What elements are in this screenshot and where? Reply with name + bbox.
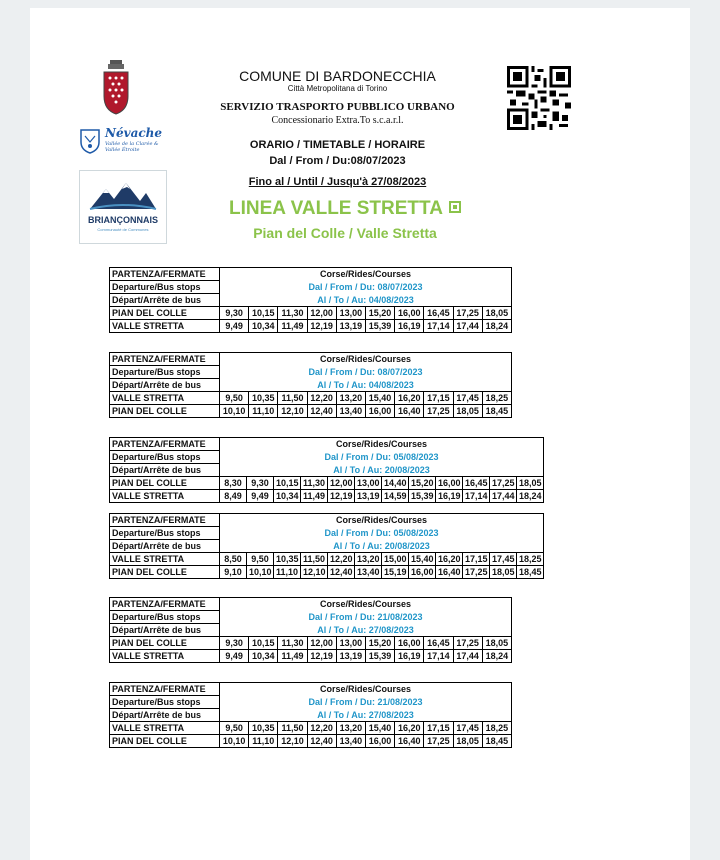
stop-header-label: PARTENZA/FERMATE bbox=[110, 683, 220, 696]
stop-name: PIAN DEL COLLE bbox=[110, 405, 220, 418]
departure-time: 12,00 bbox=[328, 477, 355, 490]
stop-header-label: PARTENZA/FERMATE bbox=[110, 438, 220, 451]
table-row bbox=[110, 650, 512, 663]
departure-time: 17,25 bbox=[463, 566, 490, 579]
stop-name: VALLE STRETTA bbox=[110, 392, 220, 405]
departure-time: 11,10 bbox=[249, 735, 278, 748]
table-header-row bbox=[110, 709, 512, 722]
stop-name: VALLE STRETTA bbox=[110, 553, 220, 566]
valid-from: Dal / From / Du:08/07/2023 bbox=[269, 155, 406, 167]
departure-time: 11,30 bbox=[301, 477, 328, 490]
departure-time: 17,45 bbox=[490, 553, 517, 566]
departure-time: 13,20 bbox=[355, 553, 382, 566]
date-from: Dal / From / Du: 21/08/2023 bbox=[220, 696, 512, 709]
timetable bbox=[109, 267, 512, 333]
concessionario-text: Concessionario Extra.To s.c.a.r.l. bbox=[271, 115, 404, 126]
departure-time: 12,40 bbox=[328, 566, 355, 579]
departure-time: 9,30 bbox=[247, 477, 274, 490]
table-header-row bbox=[110, 281, 512, 294]
stop-header-label: Départ/Arrête de bus bbox=[110, 540, 220, 553]
timetable bbox=[109, 682, 512, 748]
rides-header: Corse/Rides/Courses bbox=[220, 438, 544, 451]
table-header-row bbox=[110, 540, 544, 553]
departure-time: 10,35 bbox=[274, 553, 301, 566]
departure-time: 12,10 bbox=[301, 566, 328, 579]
departure-time: 12,19 bbox=[328, 490, 355, 503]
departure-time: 16,20 bbox=[395, 722, 424, 735]
date-from: Dal / From / Du: 08/07/2023 bbox=[220, 366, 512, 379]
line-title bbox=[170, 198, 520, 220]
departure-time: 12,20 bbox=[307, 722, 336, 735]
departure-time: 11,49 bbox=[301, 490, 328, 503]
brianconnais-tagline: Communauté de Communes bbox=[97, 227, 149, 232]
stop-header-label: PARTENZA/FERMATE bbox=[110, 353, 220, 366]
rides-header: Corse/Rides/Courses bbox=[220, 683, 512, 696]
table-row bbox=[110, 490, 544, 503]
departure-time: 13,00 bbox=[336, 307, 365, 320]
departure-time: 16,40 bbox=[395, 735, 424, 748]
nevache-wordmark: Névache bbox=[105, 126, 163, 140]
departure-time: 18,05 bbox=[453, 405, 482, 418]
date-from: Dal / From / Du: 21/08/2023 bbox=[220, 611, 512, 624]
departure-time: 12,19 bbox=[307, 650, 336, 663]
departure-time: 13,00 bbox=[336, 637, 365, 650]
departure-time: 17,15 bbox=[463, 553, 490, 566]
date-to: Al / To / Au: 20/08/2023 bbox=[220, 464, 544, 477]
table-header-row bbox=[110, 598, 512, 611]
comune-title: COMUNE DI BARDONECCHIA bbox=[239, 68, 436, 84]
departure-time: 13,20 bbox=[336, 722, 365, 735]
departure-time: 18,05 bbox=[517, 477, 544, 490]
departure-time: 18,45 bbox=[517, 566, 544, 579]
table-header-row bbox=[110, 527, 544, 540]
timetable bbox=[109, 437, 544, 503]
stop-header-label: Departure/Bus stops bbox=[110, 696, 220, 709]
departure-time: 16,19 bbox=[395, 320, 424, 333]
departure-time: 16,00 bbox=[395, 307, 424, 320]
departure-time: 9,10 bbox=[220, 566, 247, 579]
departure-time: 16,40 bbox=[436, 566, 463, 579]
departure-time: 18,25 bbox=[517, 553, 544, 566]
departure-time: 15,40 bbox=[365, 722, 394, 735]
departure-time: 15,00 bbox=[382, 553, 409, 566]
departure-time: 9,50 bbox=[247, 553, 274, 566]
table-header-row bbox=[110, 611, 512, 624]
departure-time: 17,25 bbox=[490, 477, 517, 490]
date-to: Al / To / Au: 20/08/2023 bbox=[220, 540, 544, 553]
departure-time: 16,45 bbox=[424, 637, 453, 650]
departure-time: 18,25 bbox=[482, 722, 511, 735]
rides-header: Corse/Rides/Courses bbox=[220, 268, 512, 281]
departure-time: 10,15 bbox=[249, 307, 278, 320]
departure-time: 9,49 bbox=[220, 650, 249, 663]
table-header-row bbox=[110, 683, 512, 696]
departure-time: 16,20 bbox=[436, 553, 463, 566]
departure-time: 15,20 bbox=[365, 307, 394, 320]
departure-time: 11,30 bbox=[278, 307, 307, 320]
servizio-title: SERVIZIO TRASPORTO PUBBLICO URBANO bbox=[220, 101, 455, 113]
table-header-row bbox=[110, 268, 512, 281]
rides-header: Corse/Rides/Courses bbox=[220, 353, 512, 366]
departure-time: 15,20 bbox=[365, 637, 394, 650]
departure-time: 11,49 bbox=[278, 650, 307, 663]
departure-time: 11,50 bbox=[301, 553, 328, 566]
stop-header-label: Departure/Bus stops bbox=[110, 281, 220, 294]
date-to: Al / To / Au: 27/08/2023 bbox=[220, 709, 512, 722]
departure-time: 9,50 bbox=[220, 392, 249, 405]
valid-until: Fino al / Until / Jusqu'à 27/08/2023 bbox=[248, 176, 427, 188]
departure-time: 10,15 bbox=[249, 637, 278, 650]
table-header-row bbox=[110, 353, 512, 366]
table-header-row bbox=[110, 366, 512, 379]
citta-subtitle: Città Metropolitana di Torino bbox=[287, 84, 388, 93]
table-header-row bbox=[110, 464, 544, 477]
departure-time: 16,00 bbox=[409, 566, 436, 579]
departure-time: 10,34 bbox=[249, 650, 278, 663]
table-row bbox=[110, 722, 512, 735]
departure-time: 13,20 bbox=[336, 392, 365, 405]
stop-header-label: Départ/Arrête de bus bbox=[110, 709, 220, 722]
departure-time: 13,19 bbox=[336, 650, 365, 663]
date-from: Dal / From / Du: 05/08/2023 bbox=[220, 451, 544, 464]
departure-time: 12,00 bbox=[307, 307, 336, 320]
date-to: Al / To / Au: 27/08/2023 bbox=[220, 624, 512, 637]
stop-name: VALLE STRETTA bbox=[110, 490, 220, 503]
table-row bbox=[110, 392, 512, 405]
stop-header-label: Départ/Arrête de bus bbox=[110, 464, 220, 477]
stop-name: PIAN DEL COLLE bbox=[110, 637, 220, 650]
departure-time: 16,20 bbox=[395, 392, 424, 405]
departure-time: 17,44 bbox=[453, 650, 482, 663]
departure-time: 15,20 bbox=[409, 477, 436, 490]
mountains-icon bbox=[88, 181, 158, 211]
departure-time: 9,30 bbox=[220, 307, 249, 320]
stop-name: PIAN DEL COLLE bbox=[110, 307, 220, 320]
stop-header-label: Départ/Arrête de bus bbox=[110, 624, 220, 637]
departure-time: 17,14 bbox=[463, 490, 490, 503]
table-row bbox=[110, 405, 512, 418]
departure-time: 10,15 bbox=[274, 477, 301, 490]
departure-time: 9,30 bbox=[220, 637, 249, 650]
departure-time: 14,40 bbox=[382, 477, 409, 490]
departure-time: 9,49 bbox=[220, 320, 249, 333]
departure-time: 17,25 bbox=[453, 307, 482, 320]
stop-header-label: Départ/Arrête de bus bbox=[110, 294, 220, 307]
nevache-tagline: Vallée de la Clarée & Vallée Étroite bbox=[105, 141, 159, 153]
departure-time: 18,05 bbox=[482, 307, 511, 320]
departure-time: 14,59 bbox=[382, 490, 409, 503]
departure-time: 10,10 bbox=[247, 566, 274, 579]
departure-time: 17,25 bbox=[453, 637, 482, 650]
departure-time: 13,40 bbox=[336, 405, 365, 418]
table-header-row bbox=[110, 379, 512, 392]
stop-header-label: Departure/Bus stops bbox=[110, 611, 220, 624]
departure-time: 11,30 bbox=[278, 637, 307, 650]
departure-time: 15,39 bbox=[365, 650, 394, 663]
departure-time: 8,50 bbox=[220, 553, 247, 566]
bardonecchia-crest-icon bbox=[101, 58, 131, 116]
departure-time: 10,10 bbox=[220, 405, 249, 418]
brianconnais-logo bbox=[79, 170, 167, 244]
departure-time: 12,10 bbox=[278, 405, 307, 418]
stop-name: PIAN DEL COLLE bbox=[110, 566, 220, 579]
table-header-row bbox=[110, 438, 544, 451]
departure-time: 16,00 bbox=[395, 637, 424, 650]
timetable bbox=[109, 513, 544, 579]
timetable bbox=[109, 352, 512, 418]
departure-time: 11,49 bbox=[278, 320, 307, 333]
departure-time: 17,14 bbox=[424, 320, 453, 333]
departure-time: 17,14 bbox=[424, 650, 453, 663]
departure-time: 10,34 bbox=[274, 490, 301, 503]
departure-time: 18,45 bbox=[482, 405, 511, 418]
stop-name: VALLE STRETTA bbox=[110, 320, 220, 333]
departure-time: 13,40 bbox=[336, 735, 365, 748]
departure-time: 16,00 bbox=[365, 735, 394, 748]
departure-time: 17,44 bbox=[453, 320, 482, 333]
departure-time: 18,24 bbox=[482, 650, 511, 663]
departure-time: 8,49 bbox=[220, 490, 247, 503]
table-header-row bbox=[110, 696, 512, 709]
stop-header-label: PARTENZA/FERMATE bbox=[110, 268, 220, 281]
departure-time: 13,40 bbox=[355, 566, 382, 579]
table-header-row bbox=[110, 624, 512, 637]
table-row bbox=[110, 637, 512, 650]
departure-time: 9,49 bbox=[247, 490, 274, 503]
departure-time: 16,19 bbox=[395, 650, 424, 663]
line-title-text: LINEA VALLE STRETTA bbox=[229, 198, 443, 219]
table-header-row bbox=[110, 451, 544, 464]
departure-time: 17,44 bbox=[490, 490, 517, 503]
departure-time: 16,45 bbox=[463, 477, 490, 490]
departure-time: 16,40 bbox=[395, 405, 424, 418]
departure-time: 18,24 bbox=[517, 490, 544, 503]
stop-header-label: Departure/Bus stops bbox=[110, 527, 220, 540]
departure-time: 12,10 bbox=[278, 735, 307, 748]
stop-name: VALLE STRETTA bbox=[110, 650, 220, 663]
departure-time: 18,24 bbox=[482, 320, 511, 333]
departure-time: 17,15 bbox=[424, 722, 453, 735]
rides-header: Corse/Rides/Courses bbox=[220, 598, 512, 611]
departure-time: 10,10 bbox=[220, 735, 249, 748]
table-row bbox=[110, 477, 544, 490]
departure-time: 11,50 bbox=[278, 722, 307, 735]
departure-time: 18,05 bbox=[482, 637, 511, 650]
departure-time: 17,25 bbox=[424, 405, 453, 418]
departure-time: 18,45 bbox=[482, 735, 511, 748]
departure-time: 17,15 bbox=[424, 392, 453, 405]
stop-name: VALLE STRETTA bbox=[110, 722, 220, 735]
brianconnais-wordmark: BRIANÇONNAIS bbox=[87, 215, 158, 225]
departure-time: 11,10 bbox=[249, 405, 278, 418]
departure-time: 12,20 bbox=[307, 392, 336, 405]
stop-header-label: Departure/Bus stops bbox=[110, 451, 220, 464]
departure-time: 15,19 bbox=[382, 566, 409, 579]
stop-header-label: PARTENZA/FERMATE bbox=[110, 514, 220, 527]
line-route: Pian del Colle / Valle Stretta bbox=[253, 225, 437, 241]
departure-time: 16,45 bbox=[424, 307, 453, 320]
departure-time: 16,00 bbox=[436, 477, 463, 490]
table-row bbox=[110, 735, 512, 748]
departure-time: 12,40 bbox=[307, 405, 336, 418]
departure-time: 8,30 bbox=[220, 477, 247, 490]
departure-time: 11,50 bbox=[278, 392, 307, 405]
stop-name: PIAN DEL COLLE bbox=[110, 735, 220, 748]
nevache-logo bbox=[79, 126, 161, 162]
departure-time: 15,40 bbox=[409, 553, 436, 566]
date-from: Dal / From / Du: 05/08/2023 bbox=[220, 527, 544, 540]
departure-time: 17,25 bbox=[424, 735, 453, 748]
departure-time: 13,19 bbox=[336, 320, 365, 333]
departure-time: 13,00 bbox=[355, 477, 382, 490]
stop-header-label: Départ/Arrête de bus bbox=[110, 379, 220, 392]
departure-time: 16,00 bbox=[365, 405, 394, 418]
table-row bbox=[110, 566, 544, 579]
departure-time: 12,00 bbox=[307, 637, 336, 650]
table-header-row bbox=[110, 514, 544, 527]
departure-time: 12,19 bbox=[307, 320, 336, 333]
departure-time: 15,40 bbox=[365, 392, 394, 405]
departure-time: 17,45 bbox=[453, 392, 482, 405]
table-row bbox=[110, 307, 512, 320]
departure-time: 18,05 bbox=[453, 735, 482, 748]
departure-time: 15,39 bbox=[409, 490, 436, 503]
table-header-row bbox=[110, 294, 512, 307]
departure-time: 10,34 bbox=[249, 320, 278, 333]
departure-time: 12,40 bbox=[307, 735, 336, 748]
line-square-icon bbox=[449, 201, 461, 213]
departure-time: 9,50 bbox=[220, 722, 249, 735]
date-to: Al / To / Au: 04/08/2023 bbox=[220, 294, 512, 307]
date-from: Dal / From / Du: 08/07/2023 bbox=[220, 281, 512, 294]
departure-time: 13,19 bbox=[355, 490, 382, 503]
table-row bbox=[110, 553, 544, 566]
departure-time: 17,45 bbox=[453, 722, 482, 735]
departure-time: 12,20 bbox=[328, 553, 355, 566]
nevache-shield-icon bbox=[79, 128, 101, 154]
departure-time: 18,05 bbox=[490, 566, 517, 579]
stop-name: PIAN DEL COLLE bbox=[110, 477, 220, 490]
departure-time: 15,39 bbox=[365, 320, 394, 333]
departure-time: 16,19 bbox=[436, 490, 463, 503]
departure-time: 10,35 bbox=[249, 722, 278, 735]
departure-time: 11,10 bbox=[274, 566, 301, 579]
departure-time: 18,25 bbox=[482, 392, 511, 405]
table-row bbox=[110, 320, 512, 333]
departure-time: 10,35 bbox=[249, 392, 278, 405]
stop-header-label: PARTENZA/FERMATE bbox=[110, 598, 220, 611]
timetable bbox=[109, 597, 512, 663]
date-to: Al / To / Au: 04/08/2023 bbox=[220, 379, 512, 392]
orario-heading: ORARIO / TIMETABLE / HORAIRE bbox=[249, 139, 426, 151]
rides-header: Corse/Rides/Courses bbox=[220, 514, 544, 527]
qr-code-icon[interactable] bbox=[507, 66, 571, 130]
stop-header-label: Departure/Bus stops bbox=[110, 366, 220, 379]
